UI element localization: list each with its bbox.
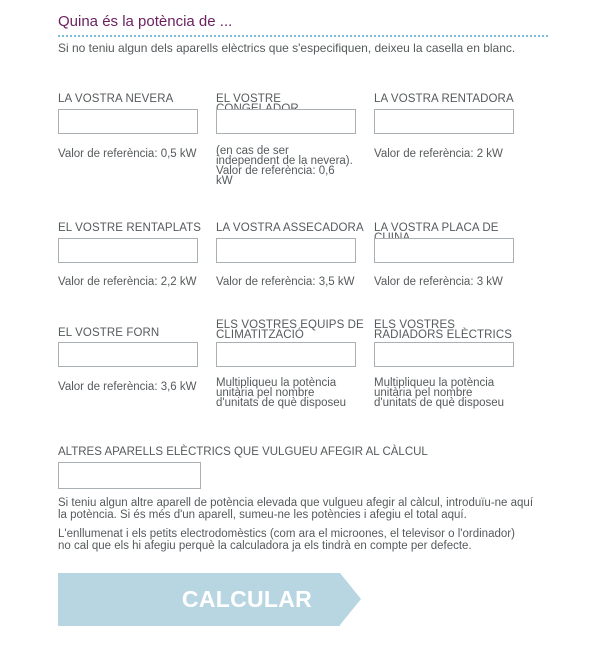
field-radiadors xyxy=(374,319,524,409)
other-help-text xyxy=(58,497,558,521)
field-label: LA VOSTRA ASSECADORA xyxy=(216,222,364,234)
note-line: kW xyxy=(216,175,233,187)
field-rentaplats xyxy=(58,222,208,288)
label-line: RADIADORS ELÈCTRICS xyxy=(374,329,513,341)
field-forn xyxy=(58,327,208,393)
field-congelador xyxy=(216,93,366,187)
radiadors-input[interactable] xyxy=(374,342,514,367)
field-note: Valor de referència: 0,5 kW xyxy=(58,148,197,160)
note-line: d'unitats de què disposeu xyxy=(216,397,347,409)
label-line: CLIMATITZACIÓ xyxy=(216,329,304,341)
field-note xyxy=(216,146,353,186)
field-note: Valor de referència: 2 kW xyxy=(374,148,503,160)
field-rentadora xyxy=(374,93,524,160)
field-climatitzacio xyxy=(216,319,366,409)
field-nevera xyxy=(58,93,208,160)
title-divider xyxy=(58,35,548,37)
note-line: d'unitats de què disposeu xyxy=(374,397,505,409)
assecadora-input[interactable] xyxy=(216,238,356,263)
lighting-note xyxy=(58,528,558,552)
note-line: Multipliqueu la potència xyxy=(216,377,337,389)
note-line: (en cas de ser xyxy=(216,145,289,157)
field-assecadora xyxy=(216,222,366,288)
help-line: la potència. Si és més d'un aparell, sumeu-ne les potències i afegiu el total aquí. xyxy=(58,509,467,521)
label-line: ELS VOSTRES EQUIPS DE xyxy=(216,319,364,331)
help-line: Si teniu algun altre aparell de potència elevada que vulgueu afegir al càlcul, introduïu-ne aquí xyxy=(58,497,534,509)
other-appliances-label: ALTRES APARELLS ELÈCTRICS QUE VULGUEU AFEGIR AL CÀLCUL xyxy=(58,446,428,458)
label-line: ELS VOSTRES xyxy=(374,319,455,331)
note-line: no cal que els hi afegiu perquè la calculadora ja els tindrà en compte per defecte. xyxy=(58,540,472,552)
intro-text: Si no teniu algun dels aparells elèctrics que s'especifiquen, deixeu la casella en blanc. xyxy=(58,41,516,55)
note-line: unitària pel nombre xyxy=(374,387,473,399)
note-line: unitària pel nombre xyxy=(216,387,315,399)
field-note: Valor de referència: 3,5 kW xyxy=(216,276,355,288)
calculate-button-arrow[interactable] xyxy=(340,573,361,625)
note-line: independent de la nevera). xyxy=(216,155,353,167)
rentadora-input[interactable] xyxy=(374,109,514,134)
climatitzacio-input[interactable] xyxy=(216,342,356,367)
congelador-input[interactable] xyxy=(216,109,356,134)
note-line: Valor de referència: 0,6 xyxy=(216,165,335,177)
calculate-button-label: CALCULAR xyxy=(181,586,313,612)
field-note: Valor de referència: 2,2 kW xyxy=(58,276,197,288)
field-note xyxy=(216,378,346,408)
field-label: LA VOSTRA RENTADORA xyxy=(374,93,514,105)
field-label xyxy=(216,320,366,340)
forn-input[interactable] xyxy=(58,342,198,367)
note-line: Multipliqueu la potència xyxy=(374,377,495,389)
field-note: Valor de referència: 3 kW xyxy=(374,276,503,288)
field-note xyxy=(374,378,504,408)
note-line: L'enllumenat i els petits electrodomèstics (com ara el microones, el televisor o l'ordinador) xyxy=(58,528,515,540)
rentaplats-input[interactable] xyxy=(58,238,198,263)
page-title: Quina és la potència de ... xyxy=(58,13,233,30)
field-placa-cuina xyxy=(374,222,524,288)
field-label: LA VOSTRA NEVERA xyxy=(58,93,174,105)
other-appliances-input[interactable] xyxy=(58,462,201,489)
field-label: EL VOSTRE FORN xyxy=(58,327,160,339)
nevera-input[interactable] xyxy=(58,109,198,134)
field-note: Valor de referència: 3,6 kW xyxy=(58,381,197,393)
calculate-button[interactable] xyxy=(58,573,340,626)
placa-cuina-input[interactable] xyxy=(374,238,514,263)
field-label: EL VOSTRE xyxy=(216,93,282,105)
field-label xyxy=(374,320,524,340)
field-label: EL VOSTRE RENTAPLATS xyxy=(58,222,202,234)
field-label: LA VOSTRA PLACA DE xyxy=(374,222,499,234)
